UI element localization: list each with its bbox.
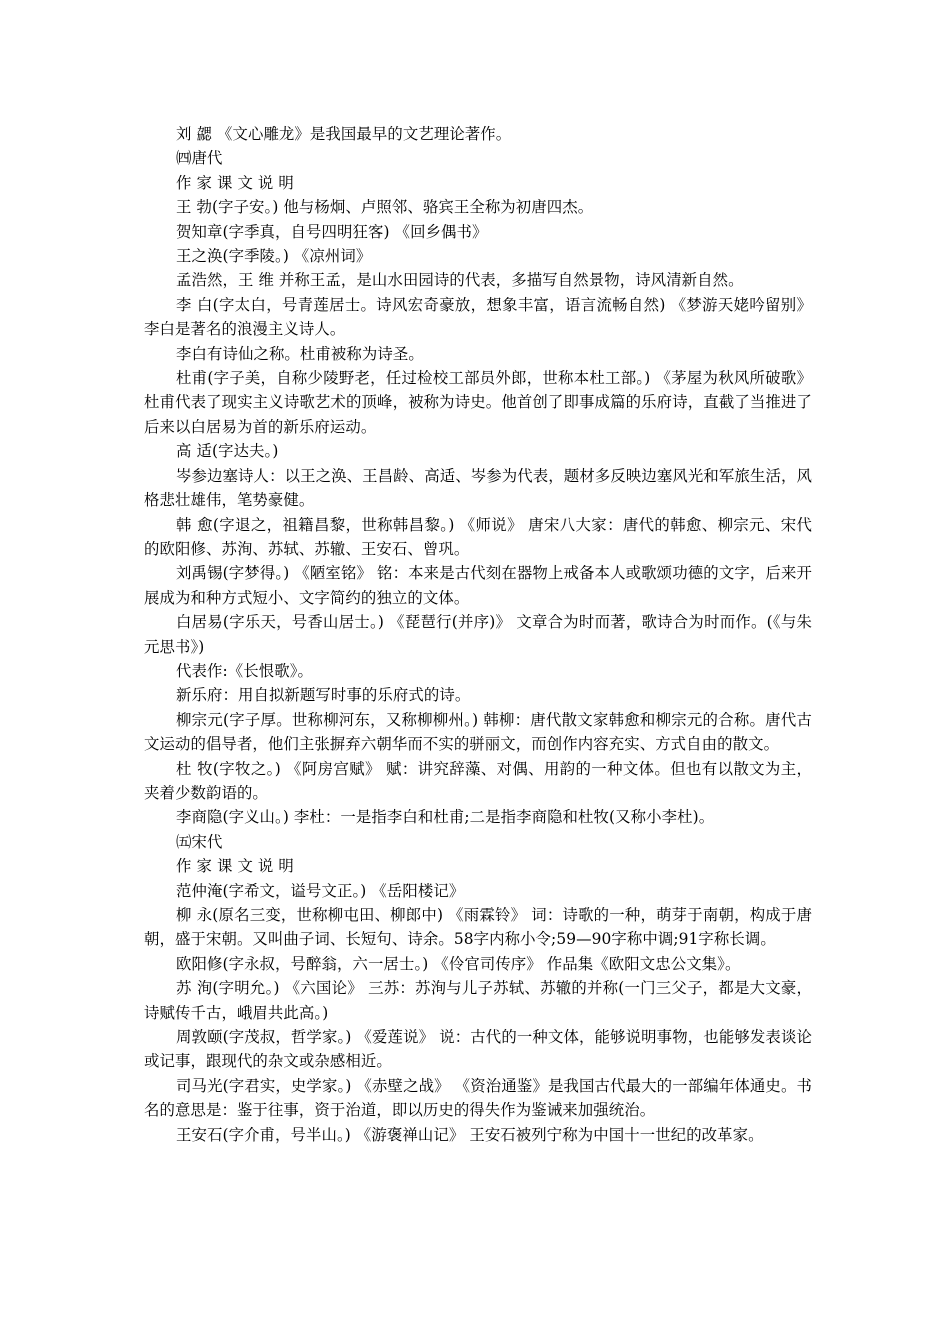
paragraph-fan-zhongyan: 范仲淹(字希文，谥号文正。) 《岳阳楼记》 xyxy=(176,881,465,900)
paragraph-zhou-dunyi: 周敦颐(字茂叔，哲学家。) 《爱莲说》 说：古代的一种文体，能够说明事物，也能够发表谈论或记事，跟现代的杂文或杂感相近。 xyxy=(144,1028,812,1071)
paragraph-liu-xie: 刘 勰 《文心雕龙》是我国最早的文艺理论著作。 xyxy=(176,125,512,143)
paragraph-wang-zhihuan: 王之涣(字季陵。) 《凉州词》 xyxy=(176,247,372,266)
paragraph-liu-yong: 柳 永(原名三变，世称柳屯田、柳郎中) 《雨霖铃》 词：诗歌的一种，萌芽于南朝，构成于唐朝，盛于宋朝。又叫曲子词、长短句、诗余。58字内称小令;59—90字称中调;91字称长调。 xyxy=(144,906,812,949)
table-header-song: 作 家 课 文 说 明 xyxy=(176,857,294,876)
section-heading-tang: ㈣唐代 xyxy=(176,149,223,168)
paragraph-wang-bo: 王 勃(字子安。) 他与杨炯、卢照邻、骆宾王全称为初唐四杰。 xyxy=(176,198,594,217)
paragraph-han-yu: 韩 愈(字退之，祖籍昌黎，世称韩昌黎。) 《师说》 唐宋八大家：唐代的韩愈、柳宗元、宋代的欧阳修、苏洵、苏轼、苏辙、王安石、曾巩。 xyxy=(144,515,812,558)
paragraph-du-mu: 杜 牧(字牧之。) 《阿房宫赋》 赋：讲究辞藻、对偶、用韵的一种文体。但也有以散文为主，夹着少数韵语的。 xyxy=(144,759,812,802)
document-body xyxy=(144,122,812,1147)
paragraph-sima-guang: 司马光(字君实，史学家。) 《赤壁之战》 《资治通鉴》是我国古代最大的一部编年体通史。书名的意思是：鉴于往事，资于治道，即以历史的得失作为鉴诫来加强统治。 xyxy=(144,1076,812,1120)
paragraph-masterpiece: 代表作:《长恨歌》。 xyxy=(176,661,314,680)
paragraph-xin-yuefu: 新乐府：用自拟新题写时事的乐府式的诗。 xyxy=(176,686,471,705)
paragraph-cen-shen: 岑参边塞诗人：以王之涣、王昌龄、高适、岑参为代表，题材多反映边塞风光和军旅生活，风格悲壮雄伟，笔势豪健。 xyxy=(144,466,812,510)
paragraph-li-bai: 李 白(字太白，号青莲居士。诗风宏奇豪放，想象丰富，语言流畅自然) 《梦游天姥吟留别》 李白是著名的浪漫主义诗人。 xyxy=(144,295,812,339)
paragraph-bai-juyi: 白居易(字乐天，号香山居士。) 《琵琶行(并序)》 文章合为时而著，歌诗合为时而作。(《与朱元思书》) xyxy=(144,613,812,656)
paragraph-gao-shi: 高 适(字达夫。) xyxy=(176,442,279,461)
paragraph-wang-anshi: 王安石(字介甫，号半山。) 《游褒禅山记》 王安石被列宁称为中国十一世纪的改革家。 xyxy=(176,1125,764,1144)
paragraph-liu-zongyuan: 柳宗元(字子厚。世称柳河东，又称柳柳州。) 韩柳：唐代散文家韩愈和柳宗元的合称。唐代古文运动的倡导者，他们主张摒弃六朝华而不实的骈丽文，而创作内容充实、方式自由的散文。 xyxy=(144,710,812,754)
paragraph-su-xun: 苏 洵(字明允。) 《六国论》 三苏：苏洵与儿子苏轼、苏辙的并称(一门三父子，都是大文豪，诗赋传千古，峨眉共此高。) xyxy=(144,979,812,1022)
table-header-tang: 作 家 课 文 说 明 xyxy=(176,173,294,192)
paragraph-shixian-shisheng: 李白有诗仙之称。杜甫被称为诗圣。 xyxy=(176,344,424,363)
paragraph-meng-haoran: 孟浩然，王 维 并称王孟，是山水田园诗的代表，多描写自然景物，诗风清新自然。 xyxy=(176,271,744,290)
paragraph-ouyang-xiu: 欧阳修(字永叔，号醉翁，六一居士。) 《伶官司传序》 作品集《欧阳文忠公文集》。 xyxy=(176,954,741,973)
paragraph-he-zhizhang: 贺知章(字季真，自号四明狂客) 《回乡偶书》 xyxy=(176,222,488,241)
paragraph-liu-yuxi: 刘禹锡(字梦得。) 《陋室铭》 铭：本来是古代刻在器物上戒备本人或歌颂功德的文字，后来开展成为和种方式短小、文字简约的独立的文体。 xyxy=(144,564,812,607)
section-heading-song: ㈤宋代 xyxy=(176,832,223,851)
paragraph-du-fu: 杜甫(字子美，自称少陵野老，任过检校工部员外郎，世称本杜工部。) 《茅屋为秋风所破歌》 杜甫代表了现实主义诗歌艺术的顶峰，被称为诗史。他首创了即事成篇的乐府诗，直截了当推进了后来以白居易为首的新乐府运动。 xyxy=(144,369,812,436)
paragraph-li-shangyin: 李商隐(字义山。) 李杜：一是指李白和杜甫;二是指李商隐和杜牧(又称小李杜)。 xyxy=(176,808,715,827)
